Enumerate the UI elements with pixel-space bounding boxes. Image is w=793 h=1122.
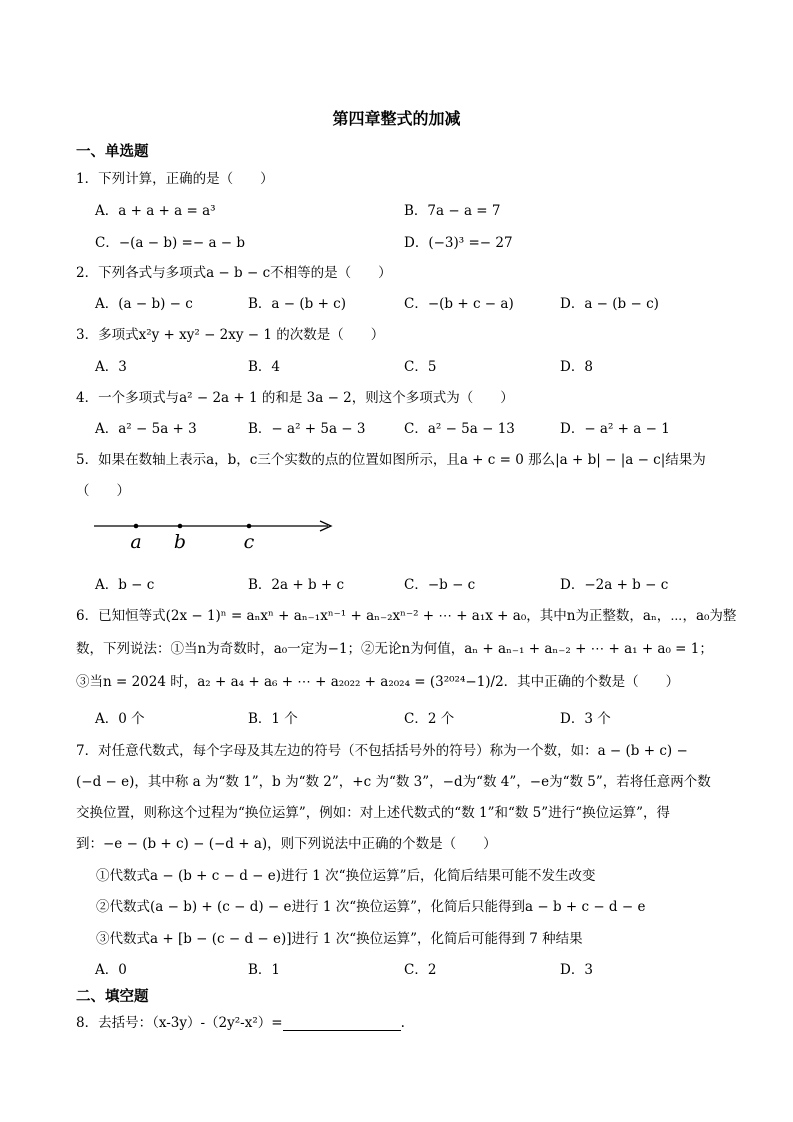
label-b: b <box>173 531 187 553</box>
point-b <box>178 524 183 529</box>
q6-option-c: C．2 个 <box>404 711 455 727</box>
q7-statement-3: ③代数式a + [b − (c − d − e)]进行 1 次“换位运算”，化简后可能得到 7 种结果 <box>96 931 583 947</box>
q4-option-b: B．− a² + 5a − 3 <box>248 421 366 437</box>
q1-option-d: D．(−3)³ =− 27 <box>404 235 513 251</box>
q6-line1: 6．已知恒等式(2x − 1)ⁿ = aₙxⁿ + aₙ₋₁xⁿ⁻¹ + aₙ₋₂xⁿ⁻² + ⋯ + a₁x + a₀，其中n为正整数，aₙ，⋯，a₀为整 <box>76 608 737 624</box>
q8-line <box>76 1011 405 1031</box>
q3-stem: 3．多项式x²y + xy² − 2xy − 1 的次数是（ ） <box>76 327 385 343</box>
section-fill-blank: 二、填空题 <box>76 989 149 1005</box>
q2-option-a: A．(a − b) − c <box>95 296 193 312</box>
q8-suffix: . <box>400 1015 405 1031</box>
q5-option-c: C．−b − c <box>404 577 476 593</box>
q1-option-c: C．−(a − b) =− a − b <box>95 235 246 251</box>
q7-option-a: A．0 <box>95 962 127 978</box>
q4-option-d: D．− a² + a − 1 <box>560 421 670 437</box>
q8-answer-blank <box>283 1016 401 1031</box>
q4-stem: 4．一个多项式与a² − 2a + 1 的和是 3a − 2，则这个多项式为（ ） <box>76 390 514 406</box>
q4-option-a: A．a² − 5a + 3 <box>95 421 197 437</box>
q7-line3: 交换位置，则称这个过程为“换位运算”，例如：对上述代数式的“数 1”和“数 5”进行“换位运算”，得 <box>76 805 670 821</box>
q6-option-b: B．1 个 <box>248 711 298 727</box>
q7-option-c: C．2 <box>404 962 437 978</box>
q3-option-d: D．8 <box>560 359 593 375</box>
q4-option-c: C．a² − 5a − 13 <box>404 421 515 437</box>
q3-option-c: C．5 <box>404 359 437 375</box>
q6-line2: 数，下列说法：①当n为奇数时，a₀一定为−1；②无论n为何值，aₙ + aₙ₋₁ + aₙ₋₂ + ⋯ + a₁ + a₀ = 1； <box>76 641 713 657</box>
q1-option-a: A．a + a + a = a³ <box>95 203 216 219</box>
q5-option-d: D．−2a + b − c <box>560 577 669 593</box>
page-title: 第四章整式的加减 <box>332 109 461 128</box>
q6-option-d: D．3 个 <box>560 711 611 727</box>
q2-option-d: D．a − (b − c) <box>560 296 659 312</box>
q1-option-b: B．7a − a = 7 <box>404 203 501 219</box>
q5-option-b: B．2a + b + c <box>248 577 345 593</box>
point-a <box>134 524 139 529</box>
q3-option-a: A．3 <box>95 359 127 375</box>
q8-prefix: 8．去括号：（x-3y）-（2y²-x²）= <box>76 1015 283 1031</box>
section-single-choice: 一、单选题 <box>76 144 149 160</box>
point-c <box>247 524 252 529</box>
q7-option-b: B．1 <box>248 962 281 978</box>
q5-option-a: A．b − c <box>95 577 155 593</box>
q6-option-a: A．0 个 <box>95 711 145 727</box>
q7-option-d: D．3 <box>560 962 593 978</box>
q1-stem: 1．下列计算，正确的是（ ） <box>76 171 274 187</box>
q7-statement-1: ①代数式a − (b + c − d − e)进行 1 次“换位运算”后，化简后结果可能不发生改变 <box>96 868 596 884</box>
q5-stem-line1: 5．如果在数轴上表示a，b，c三个实数的点的位置如图所示，且a + c = 0 那么|a + b| − |a − c|结果为 <box>76 452 706 468</box>
q3-option-b: B．4 <box>248 359 281 375</box>
q2-option-c: C．−(b + c − a) <box>404 296 514 312</box>
number-line-figure <box>90 512 340 554</box>
q6-line3: ③当n = 2024 时，a₂ + a₄ + a₆ + ⋯ + a₂₀₂₂ + a₂₀₂₄ = (3²⁰²⁴−1)/2．其中正确的个数是（ ） <box>76 674 680 690</box>
q7-line1: 7．对任意代数式，每个字母及其左边的符号（不包括括号外的符号）称为一个数，如：a − (b + c) − <box>76 743 688 759</box>
label-a: a <box>130 531 142 553</box>
q5-stem-line2: （ ） <box>76 483 130 499</box>
q7-line2: (−d − e)，其中称 a 为“数 1”，b 为“数 2”，+c 为“数 3”，−d为“数 4”，−e为“数 5”，若将任意两个数 <box>76 774 711 790</box>
q7-line4: 到：−e − (b + c) − (−d + a)，则下列说法中正确的个数是（ ） <box>76 836 497 852</box>
q7-statement-2: ②代数式(a − b) + (c − d) − e进行 1 次“换位运算”，化简后只能得到a − b + c − d − e <box>96 899 646 915</box>
q2-option-b: B．a − (b + c) <box>248 296 346 312</box>
label-c: c <box>243 531 255 553</box>
q2-stem: 2．下列各式与多项式a − b − c不相等的是（ ） <box>76 265 392 281</box>
